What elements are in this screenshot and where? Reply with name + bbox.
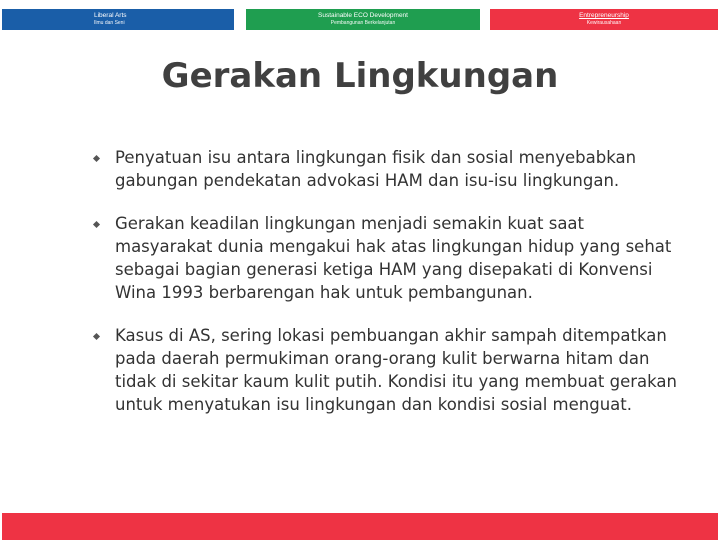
bullet-item (94, 146, 684, 192)
band-title: Sustainable ECO Development (318, 12, 408, 19)
header-band-liberal-arts (2, 9, 234, 30)
bullet-text: Gerakan keadilan lingkungan menjadi semakin kuat saat masyarakat dunia mengakui hak atas lingkungan hidup yang sehat sebagai bagian generasi ketiga HAM yang disepakati di Konvensi Wina 1993 berbarengan hak untuk pembangunan. (115, 214, 672, 302)
header-band-sustainable-development (246, 9, 480, 30)
slide-title: Gerakan Lingkungan (161, 56, 559, 96)
bullet-item (94, 212, 684, 304)
bullet-diamond-icon (93, 333, 100, 340)
header-bar (0, 0, 720, 34)
bullet-text: Penyatuan isu antara lingkungan fisik dan sosial menyebabkan gabungan pendekatan advokasi HAM dan isu-isu lingkungan. (115, 148, 637, 190)
band-title: Entrepreneurship (579, 12, 629, 19)
footer-bar (2, 513, 718, 540)
bullet-item (94, 324, 684, 416)
bullet-list (94, 146, 684, 436)
header-band-entrepreneurship (490, 9, 718, 30)
band-subtitle: Pembangunan Berkelanjutan (330, 20, 396, 26)
bullet-text: Kasus di AS, sering lokasi pembuangan akhir sampah ditempatkan pada daerah permukiman orang-orang kulit berwarna hitam dan tidak di sekitar kaum kulit putih. Kondisi itu yang membuat gerakan untuk menyatukan isu lingkungan dan kondisi sosial menguat. (115, 326, 677, 414)
band-subtitle: Kewirausahaan (586, 20, 622, 26)
bullet-diamond-icon (93, 221, 100, 228)
band-subtitle: Ilmu dan Seni (94, 20, 125, 26)
bullet-diamond-icon (93, 155, 100, 162)
band-title: Liberal Arts (94, 12, 127, 19)
